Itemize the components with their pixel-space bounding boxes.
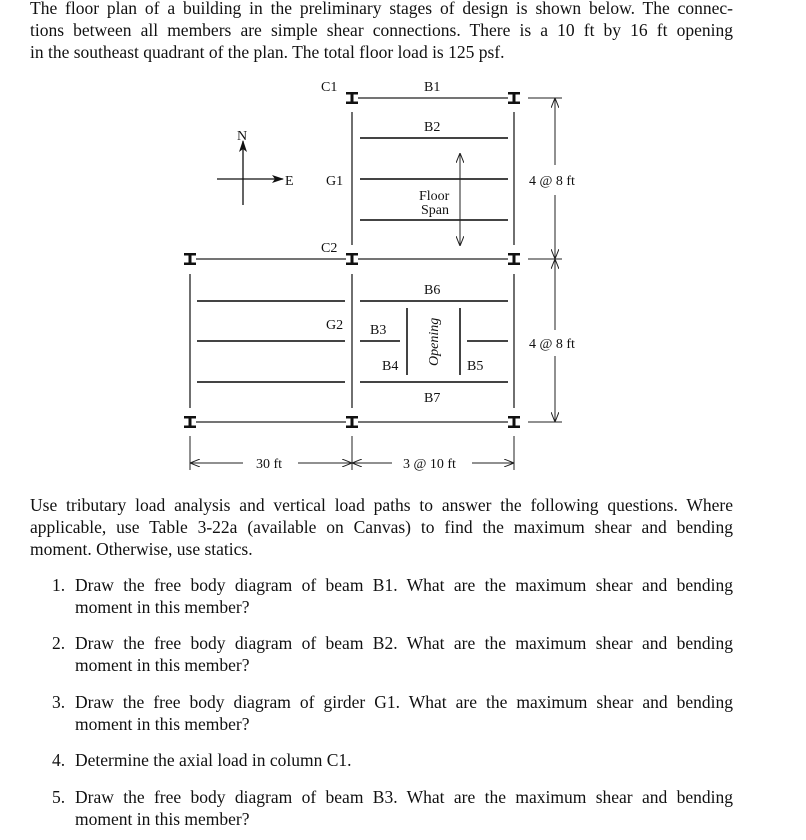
label-b3: B3 — [370, 323, 387, 338]
label-g1: G1 — [326, 174, 344, 189]
text-line: in the southeast quadrant of the plan. The total floor load is 125 psf. — [30, 42, 505, 62]
question-text: Draw the free body diagram of beam B3. What are the maximum shear and bending — [75, 787, 733, 807]
question-number: 4. — [52, 750, 66, 770]
label-c2: C2 — [321, 241, 338, 256]
label-g2: G2 — [326, 318, 344, 333]
question-text: moment in this member? — [75, 597, 250, 617]
label-b2: B2 — [424, 120, 441, 135]
question-text: Determine the axial load in column C1. — [75, 750, 352, 770]
question-number: 3. — [52, 692, 66, 712]
question-text: Draw the free body diagram of girder G1. What are the maximum shear and bending — [75, 692, 733, 712]
label-b4: B4 — [382, 359, 399, 374]
text-line: applicable, use Table 3-22a (available on Canvas) to find the maximum shear and bending — [30, 517, 733, 537]
question-text: moment in this member? — [75, 655, 250, 675]
text-line: moment. Otherwise, use statics. — [30, 539, 253, 559]
compass-east-label: E — [285, 174, 294, 189]
question-number: 5. — [52, 787, 66, 807]
question-text: Draw the free body diagram of beam B2. What are the maximum shear and bending — [75, 633, 733, 653]
label-opening: Opening — [427, 317, 442, 366]
text-line: The floor plan of a building in the preliminary stages of design is shown below. The connec- — [30, 0, 733, 18]
label-floor: Floor — [419, 189, 450, 204]
label-b7: B7 — [424, 391, 441, 406]
dim-upper-right: 4 @ 8 ft — [529, 174, 575, 189]
question-text: moment in this member? — [75, 714, 250, 734]
dim-bottom-left: 30 ft — [256, 457, 283, 472]
right-dimensions — [528, 98, 562, 422]
question-text: moment in this member? — [75, 809, 250, 829]
question-text: Draw the free body diagram of beam B1. What are the maximum shear and bending — [75, 575, 733, 595]
compass-north-label: N — [237, 129, 248, 144]
label-c1: C1 — [321, 80, 338, 95]
label-b5: B5 — [467, 359, 484, 374]
text-line: Use tributary load analysis and vertical load paths to answer the following questions. Where — [30, 495, 733, 515]
compass-icon — [217, 129, 294, 205]
question-number: 1. — [52, 575, 66, 595]
label-b1: B1 — [424, 80, 441, 95]
bottom-dimensions — [190, 436, 514, 470]
label-span: Span — [421, 203, 449, 218]
dim-bottom-right: 3 @ 10 ft — [403, 457, 456, 472]
label-b6: B6 — [424, 283, 441, 298]
text-line: tions between all members are simple shear connections. There is a 10 ft by 16 ft opening — [30, 20, 733, 40]
dim-lower-right: 4 @ 8 ft — [529, 337, 575, 352]
question-number: 2. — [52, 633, 66, 653]
